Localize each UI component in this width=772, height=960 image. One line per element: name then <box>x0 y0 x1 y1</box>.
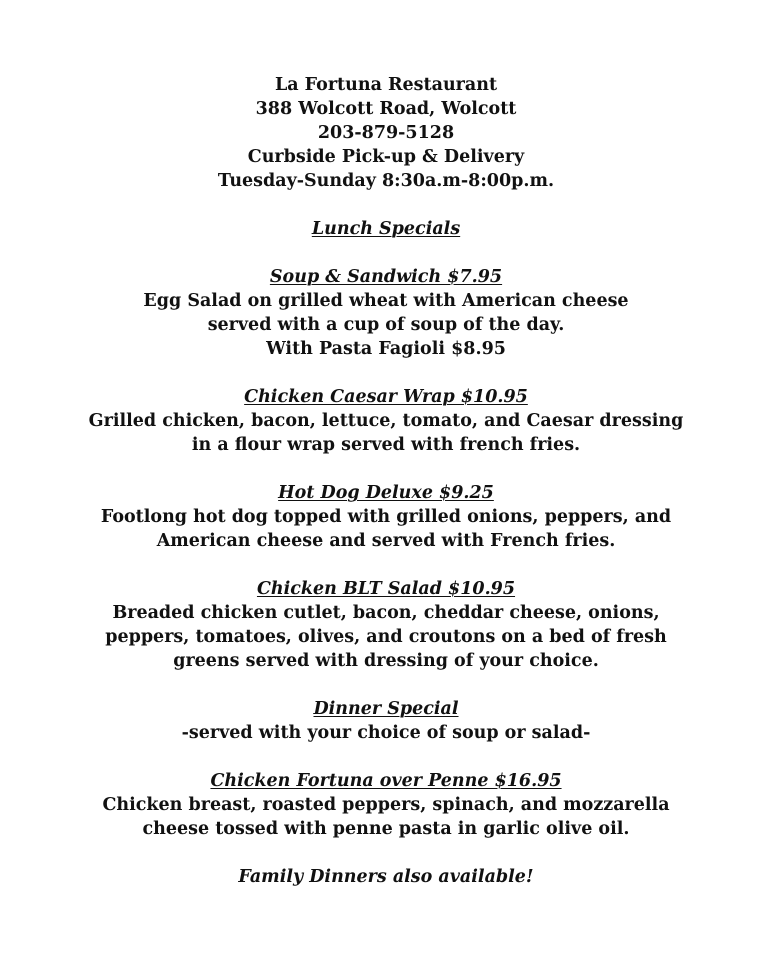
lunch-specials-title: Lunch Specials <box>311 219 461 239</box>
spacer <box>0 457 772 481</box>
dinner-special-subtitle: -served with your choice of soup or salad- <box>181 723 591 743</box>
menu-item-heading: Hot Dog Deluxe $9.25 <box>278 483 494 503</box>
menu-item-description: Breaded chicken cutlet, bacon, cheddar cheese, onions, <box>112 603 660 623</box>
menu-item-description: cheese tossed with penne pasta in garlic olive oil. <box>142 819 630 839</box>
menu-page <box>0 73 772 889</box>
service-info: Curbside Pick-up & Delivery <box>247 147 525 167</box>
business-hours: Tuesday-Sunday 8:30a.m-8:00p.m. <box>217 171 555 191</box>
spacer <box>0 841 772 865</box>
spacer <box>0 673 772 697</box>
menu-item-heading: Chicken Caesar Wrap $10.95 <box>244 387 528 407</box>
menu-item-description: in a flour wrap served with french fries. <box>191 435 581 455</box>
menu-item-description: American cheese and served with French fries. <box>156 531 616 551</box>
menu-item-chicken-caesar-wrap <box>0 385 772 457</box>
menu-item-heading: Chicken Fortuna over Penne $16.95 <box>210 771 562 791</box>
menu-item-description: Egg Salad on grilled wheat with American cheese <box>143 291 629 311</box>
spacer <box>0 361 772 385</box>
restaurant-phone: 203-879-5128 <box>317 123 455 143</box>
menu-item-description: peppers, tomatoes, olives, and croutons on a bed of fresh <box>105 627 667 647</box>
menu-item-description: Grilled chicken, bacon, lettuce, tomato, and Caesar dressing <box>88 411 684 431</box>
restaurant-header <box>0 73 772 193</box>
menu-item-heading: Chicken BLT Salad $10.95 <box>256 579 516 599</box>
menu-item-hot-dog-deluxe <box>0 481 772 553</box>
menu-item-description: served with a cup of soup of the day. <box>207 315 565 335</box>
menu-item-description: greens served with dressing of your choice. <box>173 651 599 671</box>
menu-item-soup-sandwich <box>0 265 772 361</box>
dinner-special-section <box>0 697 772 745</box>
menu-item-description: With Pasta Fagioli $8.95 <box>266 339 506 359</box>
menu-item-description: Chicken breast, roasted peppers, spinach, and mozzarella <box>102 795 670 815</box>
spacer <box>0 745 772 769</box>
spacer <box>0 241 772 265</box>
restaurant-name: La Fortuna Restaurant <box>274 75 498 95</box>
dinner-special-title: Dinner Special <box>313 699 459 719</box>
spacer <box>0 553 772 577</box>
menu-item-chicken-blt-salad <box>0 577 772 673</box>
menu-item-description: Footlong hot dog topped with grilled onions, peppers, and <box>100 507 672 527</box>
menu-item-heading: Soup & Sandwich $7.95 <box>269 267 503 287</box>
family-dinners-note: Family Dinners also available! <box>238 867 534 887</box>
spacer <box>0 193 772 217</box>
menu-item-chicken-fortuna <box>0 769 772 841</box>
restaurant-address: 388 Wolcott Road, Wolcott <box>255 99 517 119</box>
